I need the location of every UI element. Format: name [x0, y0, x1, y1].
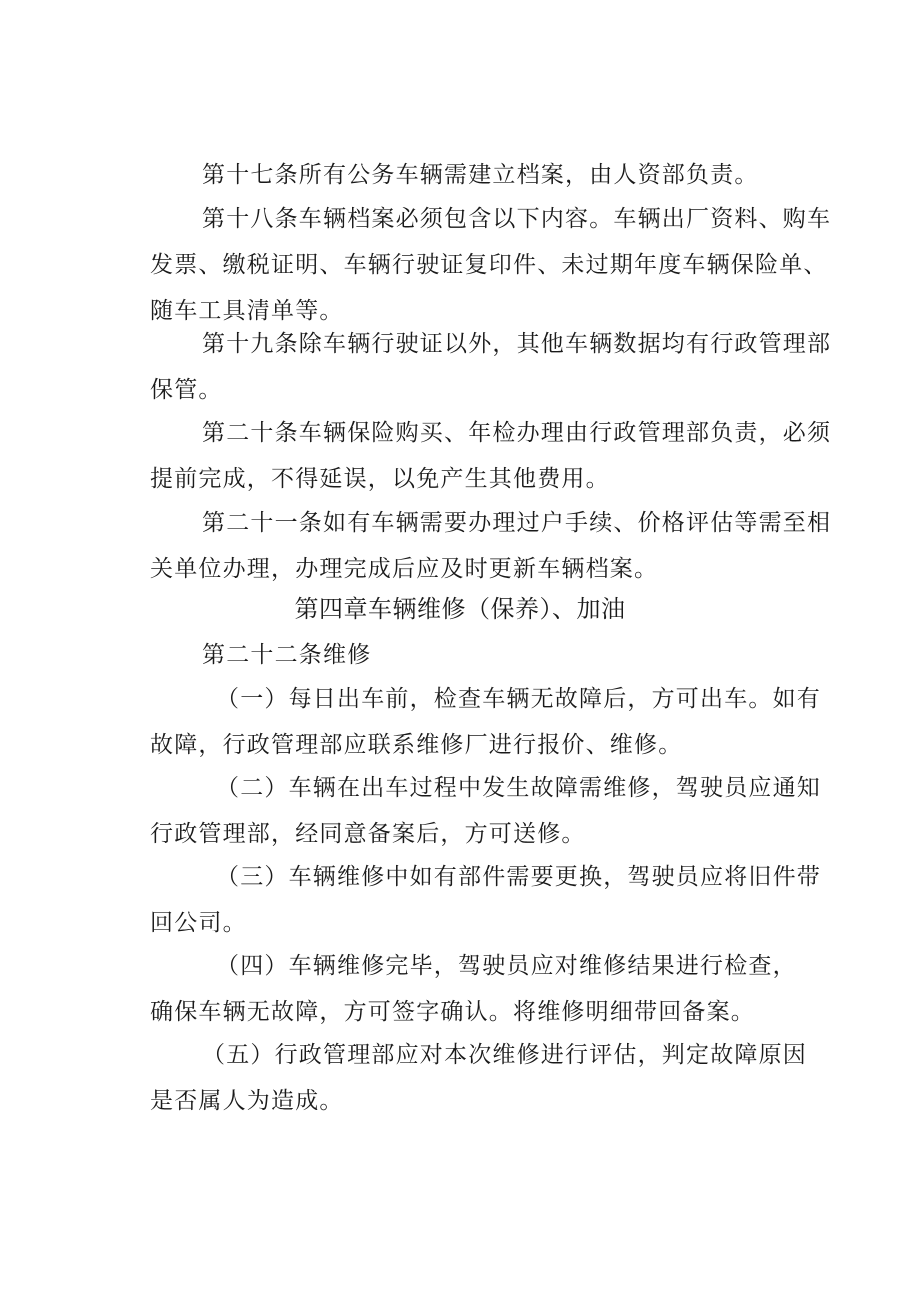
maintenance-item-2	[150, 765, 821, 857]
article-19-line-2: 保管。	[150, 377, 223, 403]
maintenance-item-2-line-1: （二）车辆在出车过程中发生故障需维修，驾驶员应通知	[216, 775, 821, 801]
article-21-line-2: 关单位办理，办理完成后应及时更新车辆档案。	[150, 556, 659, 582]
article-20	[150, 410, 832, 502]
article-22-title	[150, 632, 800, 678]
article-18-line-1: 第十八条车辆档案必须包含以下内容。车辆出厂资料、购车	[202, 206, 832, 232]
maintenance-item-3-line-1: （三）车辆维修中如有部件需要更换，驾驶员应将旧件带	[216, 864, 821, 890]
article-18-line-3: 随车工具清单等。	[150, 298, 344, 324]
article-19	[150, 321, 832, 413]
article-17-line-1: 第十七条所有公务车辆需建立档案，由人资部负责。	[202, 162, 759, 188]
article-20-line-1: 第二十条车辆保险购买、年检办理由行政管理部负责，必须	[202, 420, 832, 446]
maintenance-item-2-line-2: 行政管理部，经同意备案后，方可送修。	[150, 821, 586, 847]
maintenance-item-5-line-1: （五）行政管理部应对本次维修进行评估，判定故障原因	[202, 1042, 807, 1068]
maintenance-item-1-line-1: （一）每日出车前，检查车辆无故障后，方可出车。如有	[216, 686, 821, 712]
article-21-line-1: 第二十一条如有车辆需要办理过户手续、价格评估等需至相	[202, 510, 832, 536]
article-22-title-text: 第二十二条维修	[202, 642, 372, 668]
maintenance-item-4-line-2: 确保车辆无故障，方可签字确认。将维修明细带回备案。	[150, 999, 755, 1025]
maintenance-item-3	[150, 854, 821, 946]
article-19-line-1: 第十九条除车辆行驶证以外，其他车辆数据均有行政管理部	[202, 331, 832, 357]
article-18-line-2: 发票、缴税证明、车辆行驶证复印件、未过期年度车辆保险单、	[150, 252, 828, 278]
article-17	[150, 152, 800, 198]
maintenance-item-5	[150, 1032, 807, 1124]
maintenance-item-5-line-2: 是否属人为造成。	[150, 1088, 344, 1114]
article-20-line-2: 提前完成，不得延误，以免产生其他费用。	[150, 466, 610, 492]
article-18	[150, 196, 832, 334]
maintenance-item-1	[150, 676, 821, 768]
maintenance-item-1-line-2: 故障，行政管理部应联系维修厂进行报价、维修。	[150, 732, 683, 758]
article-21	[150, 500, 832, 592]
maintenance-item-4	[150, 943, 800, 1035]
maintenance-item-3-line-2: 回公司。	[150, 910, 247, 936]
maintenance-item-4-line-1: （四）车辆维修完毕，驾驶员应对维修结果进行检查，	[216, 953, 797, 979]
chapter-heading: 第四章车辆维修（保养）、加油	[294, 595, 626, 623]
